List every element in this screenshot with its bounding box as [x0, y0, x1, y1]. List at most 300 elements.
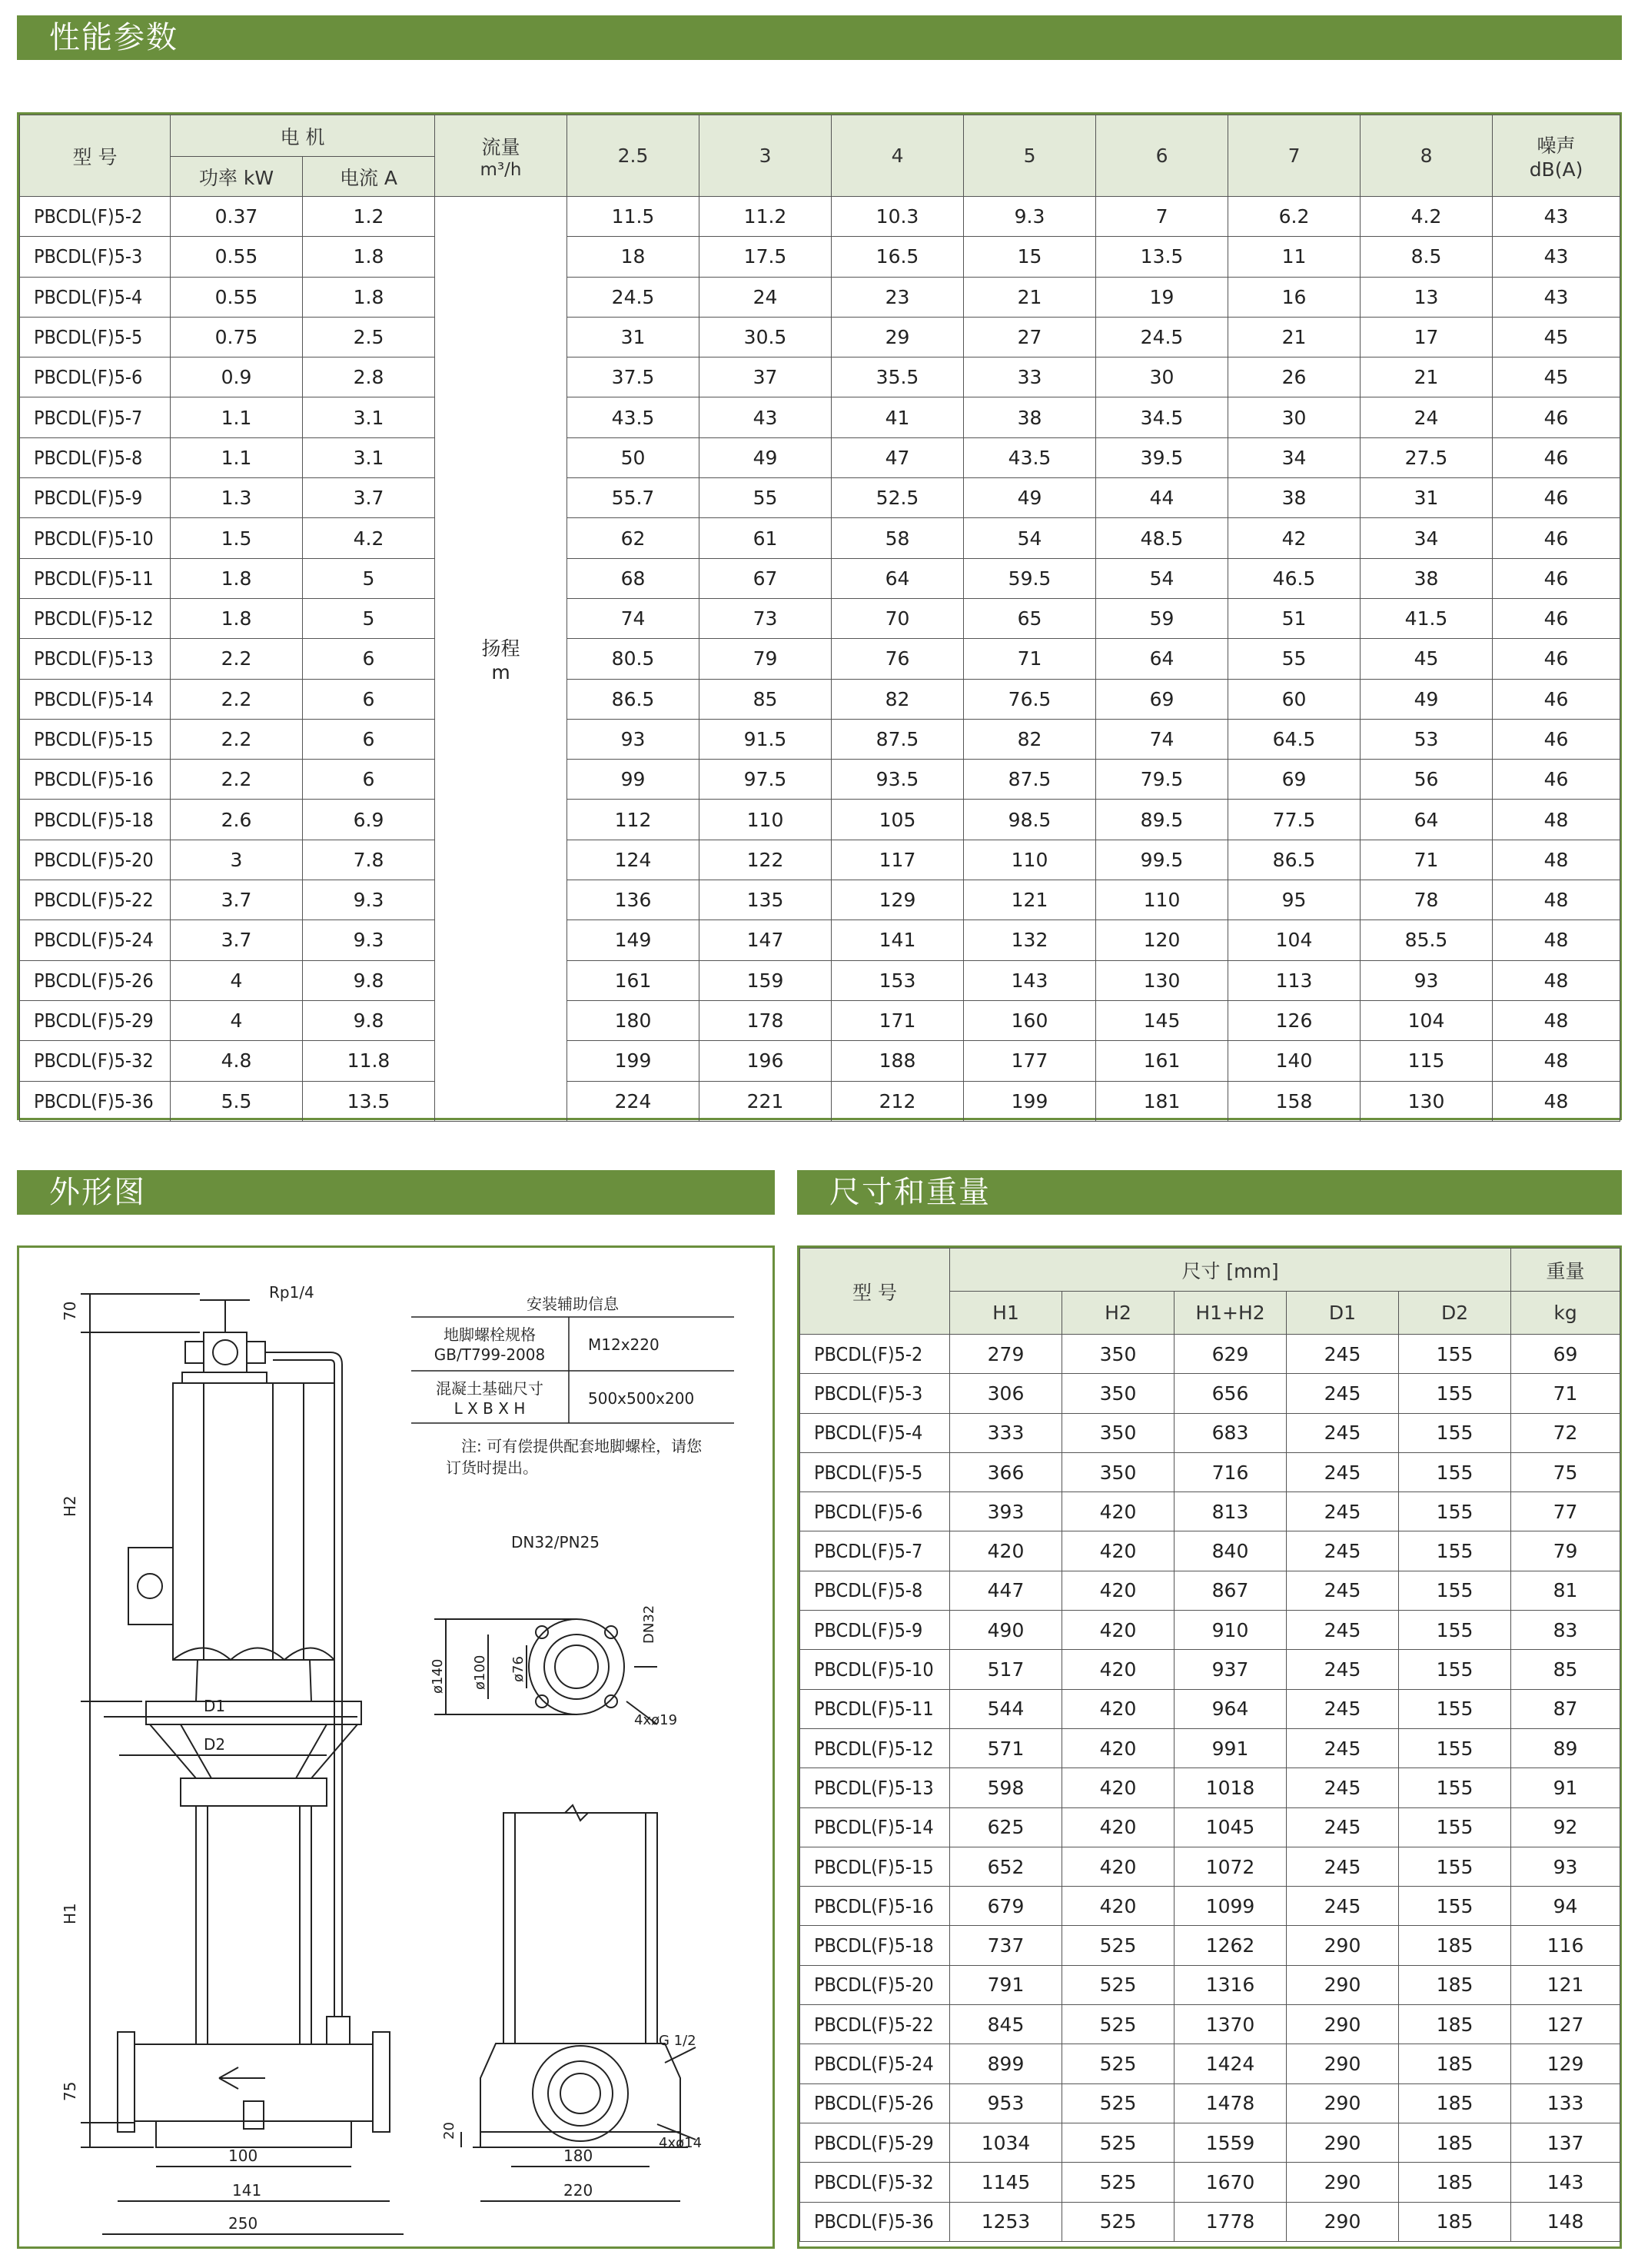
- value-cell: 290: [1287, 2083, 1399, 2123]
- dims-header-size: 尺寸 [mm]: [950, 1249, 1511, 1292]
- value-cell: 1478: [1175, 2083, 1287, 2123]
- value-cell: 791: [950, 1965, 1062, 2004]
- value-cell: 290: [1287, 1926, 1399, 1965]
- table-row: [800, 1611, 1620, 1650]
- value-cell: 629: [1175, 1335, 1287, 1374]
- value-cell: 86.5: [1228, 840, 1361, 880]
- value-cell: 50: [567, 437, 699, 477]
- value-cell: 245: [1287, 1492, 1399, 1531]
- value-cell: 80.5: [567, 639, 699, 679]
- value-cell: 1424: [1175, 2044, 1287, 2083]
- value-cell: 48: [1493, 880, 1620, 920]
- table-row: [20, 880, 1620, 920]
- value-cell: 48: [1493, 1041, 1620, 1081]
- value-cell: 129: [1511, 2044, 1620, 2083]
- value-cell: 350: [1062, 1335, 1175, 1374]
- value-cell: 93: [1361, 960, 1493, 1000]
- performance-section-title: 性能参数: [17, 15, 1622, 60]
- model-cell: PBCDL(F)5-10: [800, 1650, 950, 1689]
- value-cell: 1.8: [303, 277, 435, 317]
- value-cell: 447: [950, 1571, 1062, 1610]
- value-cell: 64: [1361, 800, 1493, 840]
- value-cell: 121: [964, 880, 1096, 920]
- value-cell: 8.5: [1361, 237, 1493, 277]
- value-cell: 72: [1511, 1413, 1620, 1452]
- table-row: [800, 1492, 1620, 1531]
- value-cell: 31: [1361, 478, 1493, 518]
- flow-col-header: 3: [699, 115, 832, 197]
- value-cell: 350: [1062, 1452, 1175, 1491]
- g12-label: G 1/2: [659, 2033, 696, 2049]
- table-row: [800, 2202, 1620, 2241]
- value-cell: 74: [567, 598, 699, 638]
- value-cell: 93: [567, 719, 699, 759]
- value-cell: 46: [1493, 478, 1620, 518]
- value-cell: 245: [1287, 1531, 1399, 1571]
- value-cell: 420: [1062, 1807, 1175, 1847]
- value-cell: 62: [567, 518, 699, 558]
- value-cell: 813: [1175, 1492, 1287, 1531]
- dims-col-header: D2: [1399, 1292, 1511, 1335]
- flow-col-header: 8: [1361, 115, 1493, 197]
- value-cell: 38: [1228, 478, 1361, 518]
- value-cell: 83: [1511, 1611, 1620, 1650]
- value-cell: 9.8: [303, 960, 435, 1000]
- rp-label: Rp1/4: [269, 1283, 314, 1302]
- dims-col-header: H1: [950, 1292, 1062, 1335]
- value-cell: 59.5: [964, 558, 1096, 598]
- value-cell: 196: [699, 1041, 832, 1081]
- table-row: [800, 1768, 1620, 1807]
- value-cell: 64: [1096, 639, 1228, 679]
- value-cell: 69: [1511, 1335, 1620, 1374]
- head-label-cell: [435, 197, 567, 1122]
- value-cell: 2.2: [171, 760, 303, 800]
- flow-label: 流量: [481, 135, 520, 158]
- value-cell: 4.8: [171, 1041, 303, 1081]
- perf-header-noise: [1493, 115, 1620, 197]
- model-cell: PBCDL(F)5-3: [800, 1374, 950, 1413]
- value-cell: 937: [1175, 1650, 1287, 1689]
- value-cell: 1045: [1175, 1807, 1287, 1847]
- base-label-2: L X B X H: [454, 1399, 526, 1418]
- value-cell: 116: [1511, 1926, 1620, 1965]
- value-cell: 525: [1062, 2163, 1175, 2202]
- value-cell: 85.5: [1361, 920, 1493, 960]
- model-cell: PBCDL(F)5-16: [800, 1887, 950, 1926]
- value-cell: 2.8: [303, 357, 435, 397]
- value-cell: 1370: [1175, 2005, 1287, 2044]
- performance-table: [19, 115, 1620, 1122]
- value-cell: 155: [1399, 1571, 1511, 1610]
- value-cell: 87.5: [832, 719, 964, 759]
- table-row: [20, 639, 1620, 679]
- model-cell: PBCDL(F)5-2: [20, 197, 171, 237]
- model-cell: PBCDL(F)5-11: [20, 558, 171, 598]
- value-cell: 38: [964, 397, 1096, 437]
- model-cell: PBCDL(F)5-8: [800, 1571, 950, 1610]
- value-cell: 517: [950, 1650, 1062, 1689]
- value-cell: 525: [1062, 2123, 1175, 2162]
- value-cell: 46: [1493, 397, 1620, 437]
- value-cell: 77.5: [1228, 800, 1361, 840]
- value-cell: 420: [1062, 1887, 1175, 1926]
- value-cell: 112: [567, 800, 699, 840]
- model-cell: PBCDL(F)5-14: [20, 679, 171, 719]
- value-cell: 2.2: [171, 679, 303, 719]
- model-cell: PBCDL(F)5-7: [20, 397, 171, 437]
- value-cell: 54: [1096, 558, 1228, 598]
- value-cell: 45: [1361, 639, 1493, 679]
- value-cell: 48.5: [1096, 518, 1228, 558]
- value-cell: 2.5: [303, 317, 435, 357]
- model-cell: PBCDL(F)5-18: [20, 800, 171, 840]
- value-cell: 185: [1399, 2005, 1511, 2044]
- table-row: [800, 2005, 1620, 2044]
- value-cell: 4: [171, 960, 303, 1000]
- table-row: [20, 679, 1620, 719]
- bracket-flange: [146, 1701, 361, 1724]
- model-cell: PBCDL(F)5-26: [800, 2083, 950, 2123]
- value-cell: 5: [303, 598, 435, 638]
- value-cell: 159: [699, 960, 832, 1000]
- table-row: [800, 1807, 1620, 1847]
- model-cell: PBCDL(F)5-24: [800, 2044, 950, 2083]
- value-cell: 34.5: [1096, 397, 1228, 437]
- value-cell: 525: [1062, 2083, 1175, 2123]
- value-cell: 13: [1361, 277, 1493, 317]
- value-cell: 3.7: [303, 478, 435, 518]
- value-cell: 155: [1399, 1492, 1511, 1531]
- value-cell: 55.7: [567, 478, 699, 518]
- value-cell: 3.7: [171, 920, 303, 960]
- value-cell: 181: [1096, 1081, 1228, 1121]
- value-cell: 58: [832, 518, 964, 558]
- value-cell: 21: [1361, 357, 1493, 397]
- value-cell: 306: [950, 1374, 1062, 1413]
- value-cell: 17: [1361, 317, 1493, 357]
- value-cell: 48: [1493, 800, 1620, 840]
- value-cell: 30: [1228, 397, 1361, 437]
- value-cell: 7.8: [303, 840, 435, 880]
- value-cell: 45: [1493, 317, 1620, 357]
- dim-180-label: 180: [563, 2147, 593, 2165]
- value-cell: 60: [1228, 679, 1361, 719]
- model-cell: PBCDL(F)5-22: [800, 2005, 950, 2044]
- value-cell: 71: [1361, 840, 1493, 880]
- value-cell: 110: [964, 840, 1096, 880]
- value-cell: 19: [1096, 277, 1228, 317]
- model-cell: PBCDL(F)5-14: [800, 1807, 950, 1847]
- model-cell: PBCDL(F)5-20: [800, 1965, 950, 2004]
- model-cell: PBCDL(F)5-10: [20, 518, 171, 558]
- value-cell: 70: [832, 598, 964, 638]
- value-cell: 110: [1096, 880, 1228, 920]
- value-cell: 4.2: [1361, 197, 1493, 237]
- model-cell: PBCDL(F)5-3: [20, 237, 171, 277]
- value-cell: 79: [1511, 1531, 1620, 1571]
- value-cell: 43: [699, 397, 832, 437]
- value-cell: 43: [1493, 197, 1620, 237]
- value-cell: 13.5: [303, 1081, 435, 1121]
- dim-141-label: 141: [232, 2181, 262, 2200]
- table-row: [20, 357, 1620, 397]
- side-view-base: [480, 2044, 680, 2132]
- model-cell: PBCDL(F)5-29: [800, 2123, 950, 2162]
- value-cell: 141: [832, 920, 964, 960]
- dim-220-label: 220: [563, 2181, 593, 2200]
- value-cell: 420: [1062, 1611, 1175, 1650]
- table-row: [20, 277, 1620, 317]
- value-cell: 245: [1287, 1452, 1399, 1491]
- dim-100-label: 100: [228, 2147, 258, 2165]
- value-cell: 525: [1062, 1965, 1175, 2004]
- value-cell: 46: [1493, 598, 1620, 638]
- value-cell: 129: [832, 880, 964, 920]
- value-cell: 845: [950, 2005, 1062, 2044]
- value-cell: 35.5: [832, 357, 964, 397]
- table-row: [800, 1887, 1620, 1926]
- value-cell: 78: [1361, 880, 1493, 920]
- perf-header-power: 功率 kW: [171, 157, 303, 197]
- value-cell: 21: [964, 277, 1096, 317]
- dim-20-label: 20: [441, 2122, 457, 2140]
- value-cell: 221: [699, 1081, 832, 1121]
- value-cell: 46: [1493, 518, 1620, 558]
- value-cell: 199: [964, 1081, 1096, 1121]
- value-cell: 420: [1062, 1689, 1175, 1728]
- value-cell: 1778: [1175, 2202, 1287, 2241]
- table-row: [800, 2044, 1620, 2083]
- table-row: [800, 1571, 1620, 1610]
- value-cell: 126: [1228, 1000, 1361, 1040]
- value-cell: 71: [1511, 1374, 1620, 1413]
- value-cell: 55: [699, 478, 832, 518]
- value-cell: 79: [699, 639, 832, 679]
- value-cell: 598: [950, 1768, 1062, 1807]
- value-cell: 75: [1511, 1452, 1620, 1491]
- value-cell: 46: [1493, 639, 1620, 679]
- value-cell: 64.5: [1228, 719, 1361, 759]
- value-cell: 350: [1062, 1413, 1175, 1452]
- value-cell: 4: [171, 1000, 303, 1040]
- dim-d2-label: D2: [204, 1735, 226, 1754]
- value-cell: 46: [1493, 437, 1620, 477]
- table-row: [800, 2163, 1620, 2202]
- dims-col-header: H2: [1062, 1292, 1175, 1335]
- value-cell: 155: [1399, 1807, 1511, 1847]
- dn32-label: DN32: [641, 1605, 657, 1644]
- value-cell: 68: [567, 558, 699, 598]
- value-cell: 27.5: [1361, 437, 1493, 477]
- value-cell: 683: [1175, 1413, 1287, 1452]
- value-cell: 490: [950, 1611, 1062, 1650]
- table-row: [20, 960, 1620, 1000]
- value-cell: 420: [1062, 1847, 1175, 1886]
- value-cell: 185: [1399, 2083, 1511, 2123]
- value-cell: 6: [303, 719, 435, 759]
- table-row: [20, 800, 1620, 840]
- value-cell: 51: [1228, 598, 1361, 638]
- table-row: [800, 1374, 1620, 1413]
- value-cell: 245: [1287, 1768, 1399, 1807]
- value-cell: 991: [1175, 1728, 1287, 1768]
- value-cell: 56: [1361, 760, 1493, 800]
- value-cell: 143: [964, 960, 1096, 1000]
- model-cell: PBCDL(F)5-13: [800, 1768, 950, 1807]
- value-cell: 105: [832, 800, 964, 840]
- dim-75-label: 75: [61, 2081, 79, 2101]
- value-cell: 55: [1228, 639, 1361, 679]
- value-cell: 91.5: [699, 719, 832, 759]
- value-cell: 43.5: [964, 437, 1096, 477]
- value-cell: 86.5: [567, 679, 699, 719]
- bolt-label-2: GB/T799-2008: [434, 1345, 546, 1364]
- dimensions-section-title: 尺寸和重量: [797, 1170, 1622, 1215]
- value-cell: 137: [1511, 2123, 1620, 2162]
- value-cell: 420: [1062, 1492, 1175, 1531]
- value-cell: 652: [950, 1847, 1062, 1886]
- table-row: [20, 317, 1620, 357]
- value-cell: 87: [1511, 1689, 1620, 1728]
- value-cell: 95: [1228, 880, 1361, 920]
- model-cell: PBCDL(F)5-11: [800, 1689, 950, 1728]
- value-cell: 121: [1511, 1965, 1620, 2004]
- value-cell: 245: [1287, 1807, 1399, 1847]
- value-cell: 87.5: [964, 760, 1096, 800]
- value-cell: 155: [1399, 1689, 1511, 1728]
- perf-header-motor: 电 机: [171, 115, 435, 157]
- value-cell: 5.5: [171, 1081, 303, 1121]
- perf-header-flow: [435, 115, 567, 197]
- value-cell: 49: [964, 478, 1096, 518]
- value-cell: 155: [1399, 1413, 1511, 1452]
- value-cell: 0.55: [171, 277, 303, 317]
- table-row: [800, 2083, 1620, 2123]
- value-cell: 49: [1361, 679, 1493, 719]
- model-cell: PBCDL(F)5-4: [800, 1413, 950, 1452]
- value-cell: 6: [303, 679, 435, 719]
- value-cell: 1018: [1175, 1768, 1287, 1807]
- value-cell: 46: [1493, 719, 1620, 759]
- flow-col-header: 4: [832, 115, 964, 197]
- dim-h1-label: H1: [61, 1903, 79, 1924]
- model-cell: PBCDL(F)5-15: [20, 719, 171, 759]
- model-cell: PBCDL(F)5-18: [800, 1926, 950, 1965]
- value-cell: 290: [1287, 2123, 1399, 2162]
- table-row: [20, 760, 1620, 800]
- value-cell: 1072: [1175, 1847, 1287, 1886]
- value-cell: 24: [1361, 397, 1493, 437]
- value-cell: 1.5: [171, 518, 303, 558]
- value-cell: 0.75: [171, 317, 303, 357]
- value-cell: 48: [1493, 1081, 1620, 1121]
- value-cell: 212: [832, 1081, 964, 1121]
- table-row: [20, 397, 1620, 437]
- dim-d100-label: ø100: [472, 1654, 488, 1690]
- value-cell: 899: [950, 2044, 1062, 2083]
- value-cell: 53: [1361, 719, 1493, 759]
- base-label-1: 混凝土基础尺寸: [436, 1379, 543, 1398]
- value-cell: 81: [1511, 1571, 1620, 1610]
- table-row: [800, 1531, 1620, 1571]
- table-row: [20, 719, 1620, 759]
- value-cell: 11.2: [699, 197, 832, 237]
- model-cell: PBCDL(F)5-15: [800, 1847, 950, 1886]
- value-cell: 133: [1511, 2083, 1620, 2123]
- value-cell: 46: [1493, 679, 1620, 719]
- value-cell: 42: [1228, 518, 1361, 558]
- value-cell: 155: [1399, 1611, 1511, 1650]
- value-cell: 48: [1493, 960, 1620, 1000]
- model-cell: PBCDL(F)5-12: [20, 598, 171, 638]
- value-cell: 10.3: [832, 197, 964, 237]
- value-cell: 13.5: [1096, 237, 1228, 277]
- value-cell: 1316: [1175, 1965, 1287, 2004]
- model-cell: PBCDL(F)5-7: [800, 1531, 950, 1571]
- value-cell: 76: [832, 639, 964, 679]
- value-cell: 48: [1493, 920, 1620, 960]
- value-cell: 46.5: [1228, 558, 1361, 598]
- value-cell: 185: [1399, 1965, 1511, 2004]
- value-cell: 49: [699, 437, 832, 477]
- value-cell: 245: [1287, 1728, 1399, 1768]
- model-cell: PBCDL(F)5-4: [20, 277, 171, 317]
- value-cell: 1.8: [303, 237, 435, 277]
- value-cell: 65: [964, 598, 1096, 638]
- value-cell: 245: [1287, 1650, 1399, 1689]
- value-cell: 9.3: [303, 920, 435, 960]
- dims-header-weight: 重量: [1511, 1249, 1620, 1292]
- value-cell: 0.9: [171, 357, 303, 397]
- value-cell: 30: [1096, 357, 1228, 397]
- table-row: [800, 1926, 1620, 1965]
- value-cell: 99: [567, 760, 699, 800]
- value-cell: 155: [1399, 1887, 1511, 1926]
- table-row: [20, 237, 1620, 277]
- value-cell: 2.2: [171, 639, 303, 679]
- value-cell: 24: [699, 277, 832, 317]
- value-cell: 93: [1511, 1847, 1620, 1886]
- value-cell: 3.1: [303, 397, 435, 437]
- value-cell: 224: [567, 1081, 699, 1121]
- value-cell: 245: [1287, 1571, 1399, 1610]
- flange-holes-label: 4xø19: [634, 1712, 678, 1728]
- value-cell: 69: [1228, 760, 1361, 800]
- value-cell: 155: [1399, 1335, 1511, 1374]
- value-cell: 245: [1287, 1847, 1399, 1886]
- value-cell: 420: [1062, 1728, 1175, 1768]
- value-cell: 910: [1175, 1611, 1287, 1650]
- head-unit: m: [491, 661, 510, 684]
- value-cell: 120: [1096, 920, 1228, 960]
- value-cell: 1099: [1175, 1887, 1287, 1926]
- value-cell: 953: [950, 2083, 1062, 2123]
- value-cell: 4.2: [303, 518, 435, 558]
- head-label: 扬程: [481, 637, 520, 660]
- value-cell: 148: [1511, 2202, 1620, 2241]
- value-cell: 45: [1493, 357, 1620, 397]
- value-cell: 44: [1096, 478, 1228, 518]
- value-cell: 79.5: [1096, 760, 1228, 800]
- value-cell: 180: [567, 1000, 699, 1040]
- model-cell: PBCDL(F)5-36: [800, 2202, 950, 2241]
- side-view-column: [503, 1813, 657, 2044]
- value-cell: 11.5: [567, 197, 699, 237]
- table-row: [20, 478, 1620, 518]
- noise-label: 噪声: [1537, 135, 1576, 157]
- table-row: [20, 197, 1620, 237]
